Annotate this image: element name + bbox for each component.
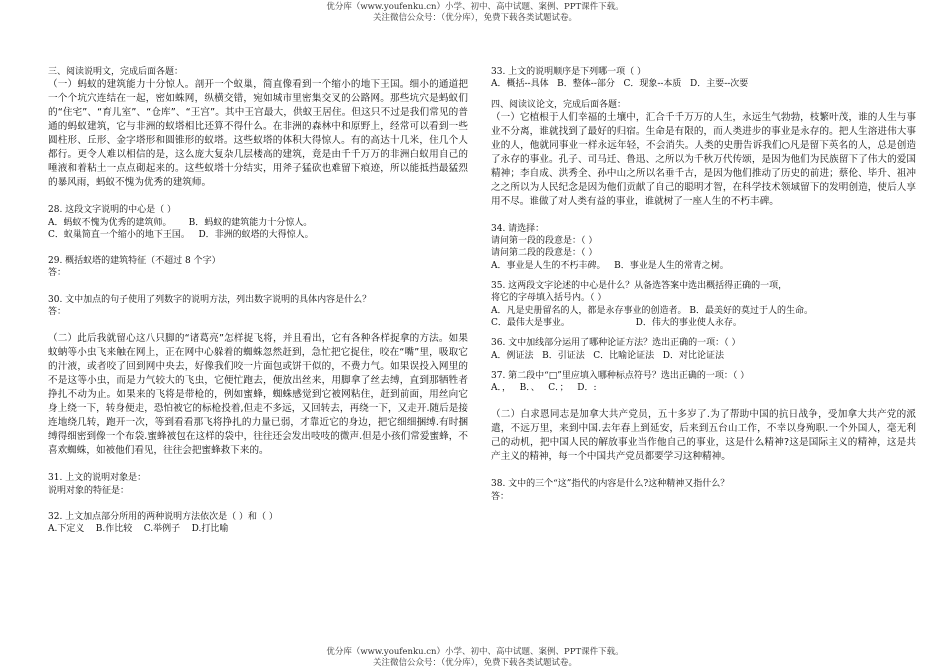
page-footer — [0, 647, 950, 669]
bethune-passage: （二）白求恩同志是加拿大共产党员，五十多岁了.为了帮助中国的抗日战争，受加拿大共产党的派遣，不远万里，来到中国.去年春上到延安，后来到五台山工作，不幸以身殉职.一个外国人，毫无利己的动机，把中国人民的解放事业当作他自己的事业，这是什么精神?这是国际主义的精神，这是共产主义的精神，每一个中国共产党员都要学习这种精神。 — [491, 409, 916, 463]
question-28-options-ab: A．蚂蚁不愧为优秀的建筑师。 B．蚂蚁的建筑能力十分惊人。 — [48, 217, 313, 228]
header-line-2: 关注微信公众号：（优分库），免费下载各类试题试卷。 — [372, 13, 577, 23]
spider-passage: （二）此后我就留心这八只脚的“诸葛亮”怎样捉飞将，并且看出，它有各种各样捉拿的方法。如果蚊蚋等小虫飞来触在网上，正在网中心躲着的蜘蛛忽然赶到，急忙把它捉住，咬在“嘴”里，吸取它的汁液，或者咬了回到网中央去，好像我们咬一片面包或饼干似的，不费力气。如果误投入网里的不是这等小虫，而是力气较大的飞虫，它便忙跑去，便放出丝来，用脚拿了丝去缚，直到那牺牲者挣扎不动为止。如果来的飞将是带枪的，例如蜜蜂，蜘蛛感觉到它被网粘住，赶到前面，用丝向它身上绕一下，转身便走，恐怕被它的标枪投着,但走不多远，又回转去，再绕一下，又走开.随后是接连地绕几转，跑开一次，等到看看那飞将挣扎的力量已弱，才靠近它的身边，把它细细捆缚.有时捆缚得细密到像一个布袋.蜜蜂被包在这样的袋中，往往还会发出吱吱的微声.但是小孩们常爱蜜蜂，不喜欢蜘蛛，如被他们看见，往往会把蜜蜂救下来的。 — [48, 333, 468, 457]
question-37: 37. 第二段中“□”里应填入哪种标点符号？选出正确的一项：（ ） — [491, 370, 750, 381]
question-34-options: A．事业是人生的不朽丰碑。 B．事业是人生的常青之树。 — [491, 260, 729, 271]
section-4-title: 四、阅读议论文，完成后面各题： — [491, 99, 627, 110]
question-35-options-ab: A．凡是史册留名的人，都是永存事业的创造者。 B．最美好的莫过于人的生命。 — [491, 305, 813, 316]
question-34-second: 请问第二段的段意是：（ ） — [491, 248, 598, 259]
question-31-feature: 说明对象的特征是： — [48, 485, 130, 496]
question-29: 29. 概括蚁塔的建筑特征（不超过 8 个字） — [48, 256, 221, 267]
left-column — [48, 66, 468, 536]
question-38-answer: 答： — [491, 491, 510, 502]
career-passage: （一）它植根于人们幸福的土壤中，汇合千千万万的人生，永远生气勃勃，枝繁叶茂，谁的人生与事业不分离，谁就找到了最好的归宿。生命是有限的，而人类进步的事业是永存的。把人生溶进伟大事业的人，他就同事业一样永远年轻，不会消失。人类的史册告诉我们○凡是留下英名的人，总是创造了永存的事业。孔子、司马迁、鲁迅、之所以为千秋万代传颂，是因为他们为民族留下了伟大的爱国精神；李自成、洪秀全、孙中山之所以名垂千古，是因为他们推动了历史的前进；蔡伦、毕升、祖冲之之所以为人民纪念是因为他们贡献了自己的聪明才智，在科学技术领域留下的发明创造，使后人享用不尽。谁做了对人类有益的事业，谁就树了一座人生的不朽丰碑。 — [491, 111, 916, 207]
question-31: 31. 上文的说明对象是： — [48, 473, 147, 484]
section-3-title: 三、阅读说明文，完成后面各题： — [48, 67, 184, 77]
question-32-options: A.下定义 B.作比较 C.举例子 D.打比喻 — [48, 524, 229, 535]
ant-passage: （一）蚂蚁的建筑能力十分惊人。剖开一个蚁巢，简直像看到一个缩小的地下王国。细小的通道把一个个坑穴连结在一起，密如蛛网，纵横交错，宛如城市里密集交叉的公路网。那些坑穴是蚂蚁们的“住宅”、“育儿室”、“仓库”、“王宫”。其中王宫最大，供蚁王居住。但这只不过是我们常见的普通的蚂蚁建筑，它与非洲的蚁塔相比还算不得什么。在非洲的森林中和原野上，经常可以看到一些圆柱形、丘形、金字塔形和圆锥形的蚁塔。这些蚁塔的体积大得惊人。有的高达十几米，住几个人都行。更令人难以相信的是，这么庞大复杂几层楼高的建筑，竟是由千千万万的非洲白蚁用自己的唾液和着粘土一点点砌起来的。这些蚁塔十分结实，用斧子猛砍也难留下痕迹，所以能抵挡最猛烈的暴风雨，蚂蚁不愧为优秀的建筑师。 — [48, 79, 468, 189]
question-38: 38. 文中的三个“这”指代的内容是什么?这种精神又指什么？ — [491, 479, 730, 490]
question-33: 33. 上文的说明顺序是下列哪一项（ ） — [491, 67, 647, 77]
question-32: 32. 上文加点部分所用的两种说明方法依次是（ ）和（ ） — [48, 511, 278, 522]
question-29-answer: 答： — [48, 268, 67, 279]
footer-line-1: 优分库（www.youfenku.cn）小学、初中、高中试题、案例、PPT课件下载。 — [326, 647, 624, 657]
question-36-options: A．例证法 B．引证法 C．比喻论证法 D．对比论证法 — [491, 350, 724, 361]
question-34-first: 请问第一段的段意是：（ ） — [491, 236, 598, 247]
question-28: 28. 这段文字说明的中心是（ ） — [48, 205, 177, 216]
right-column — [491, 66, 916, 503]
page-header — [0, 2, 950, 24]
question-37-options: A．， B．、 C．； D．: — [491, 383, 597, 394]
question-35-instruction: 将它的字母填入括号内。（ ） — [491, 293, 607, 304]
question-28-options-cd: C．蚁巢简直一个缩小的地下王国。 D．非洲的蚁塔的大得惊人。 — [48, 229, 314, 240]
footer-line-2: 关注微信公众号：（优分库），免费下载各类试题试卷。 — [372, 658, 577, 668]
question-34: 34. 请选择： — [491, 223, 545, 234]
question-33-options: A．概括--具体 B．整体--部分 C．现象--本质 D．主要--次要 — [491, 79, 749, 90]
question-35-options-cd: C．最伟大是事业。 D．伟大的事业使人永存。 — [491, 317, 742, 328]
question-30: 30. 文中加点的句子使用了列数字的说明方法，列出数字说明的具体内容是什么？ — [48, 294, 372, 305]
question-35: 35. 这两段文字论述的中心是什么？从备选答案中选出概括得正确的一项， — [491, 281, 788, 292]
header-line-1: 优分库（www.youfenku.cn）小学、初中、高中试题、案例、PPT课件下载。 — [326, 2, 624, 12]
question-30-answer: 答： — [48, 307, 67, 318]
question-36: 36. 文中加线部分运用了哪种论证方法？选出正确的一项：（ ） — [491, 338, 741, 349]
